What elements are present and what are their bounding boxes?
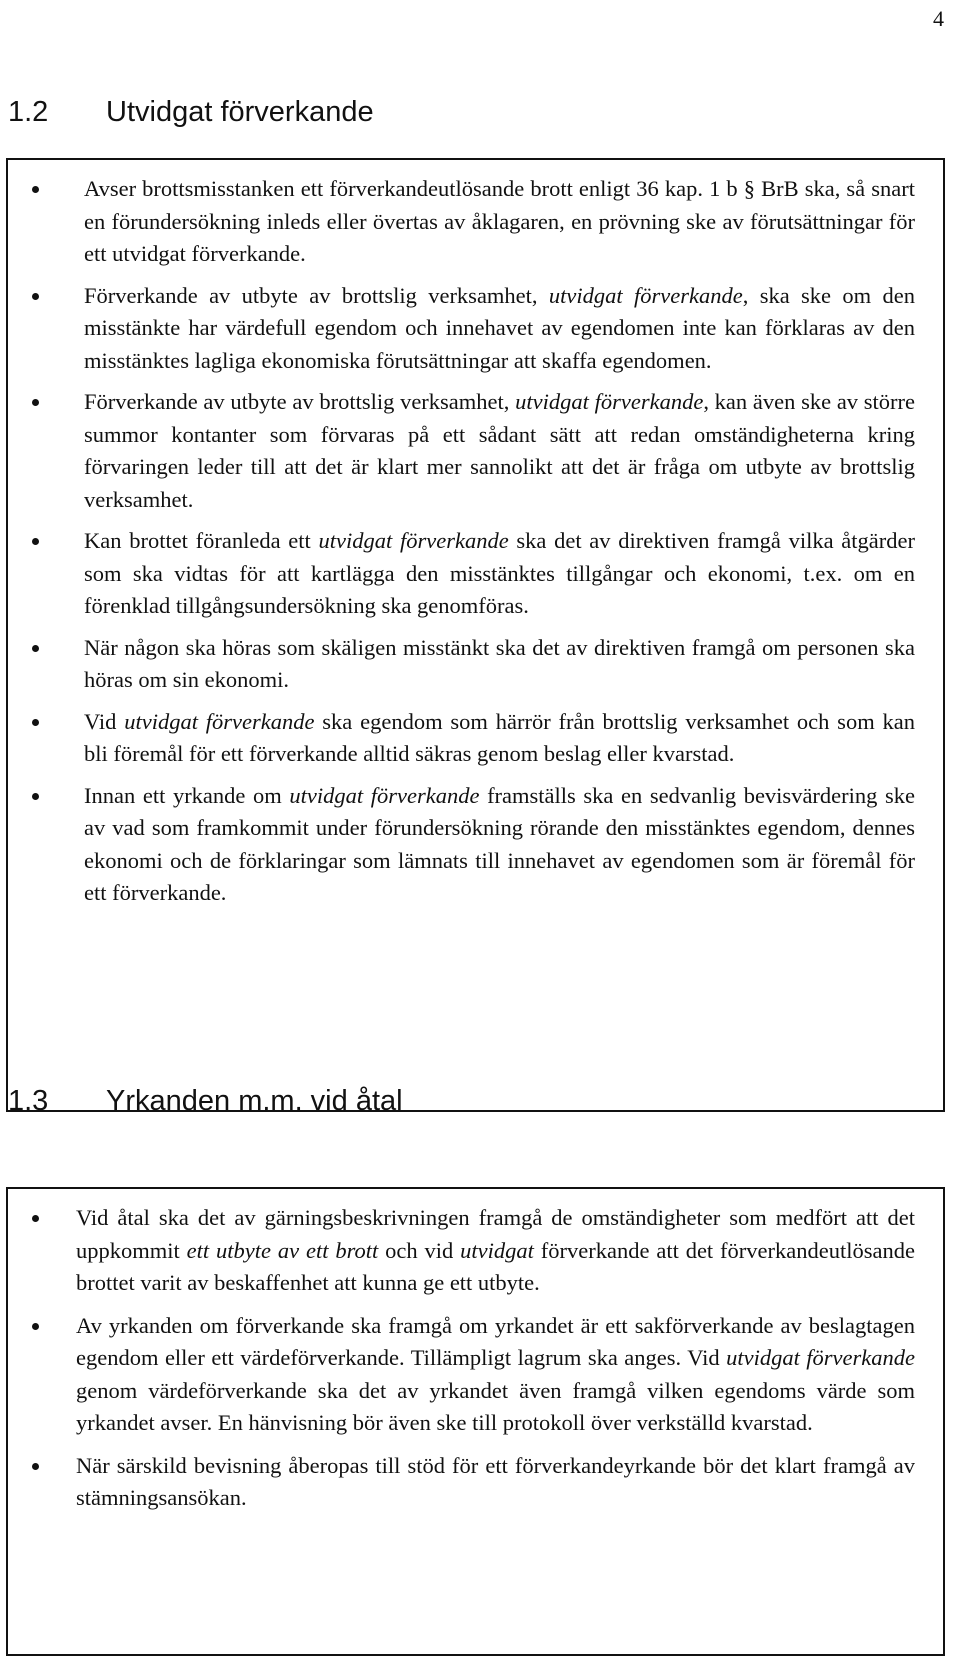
text-segment: Förverkande av utbyte av brottslig verksamhet,	[84, 282, 549, 308]
italic-term: ett utbyte av ett brott	[186, 1237, 379, 1263]
bullet-item	[8, 706, 943, 771]
text-segment: Vid åtal ska det av gärningsbeskrivningen framgå de omständigheter som medfört att det uppkommit	[76, 1205, 915, 1263]
text-segment: genom värdeförverkande ska det av yrkandet även framgå vilken egendoms värde som yrkandet avser. En hänvisning bör även ske till protokoll över verkställd kvarstad.	[76, 1377, 915, 1435]
bullet-list	[8, 1202, 943, 1515]
bullet-item	[8, 1450, 943, 1515]
bullet-dot-icon	[32, 793, 39, 800]
bullet-dot-icon	[32, 1215, 39, 1222]
guidance-box-utvidgat-forverkande	[6, 158, 945, 1112]
text-segment: När särskild bevisning åberopas till stöd för ett förverkandeyrkande bör det klart framgå av stämningsansökan.	[76, 1452, 915, 1510]
section-heading-yrkanden-vid-atal	[8, 1085, 403, 1118]
text-segment: Innan ett yrkande om	[84, 782, 290, 808]
text-segment: framställs ska en sedvanlig bevisvärdering ske av vad som framkommit under förundersökning rörande den misstänktes egendom, dennes ekonomi och de förklaringar som lämnats till innehavet av egendomen som är föremål för ett förverkande.	[84, 782, 916, 905]
bullet-list	[8, 173, 943, 910]
bullet-item	[8, 632, 943, 697]
section-title: Yrkanden m.m. vid åtal	[106, 1085, 403, 1117]
bullet-dot-icon	[32, 538, 39, 545]
bullet-item	[8, 1310, 943, 1440]
bullet-item	[8, 525, 943, 623]
section-number: 1.2	[8, 96, 49, 128]
page-number: 4	[933, 6, 944, 31]
text-segment: Förverkande av utbyte av brottslig verksamhet,	[84, 389, 516, 414]
bullet-item	[8, 386, 943, 516]
bullet-dot-icon	[32, 719, 39, 726]
bullet-dot-icon	[32, 1323, 39, 1330]
bullet-item	[8, 1202, 943, 1300]
bullet-item	[8, 780, 943, 910]
bullet-dot-icon	[32, 399, 39, 406]
text-segment: ska det av direktiven framgå vilka åtgärder som ska vidtas för att kartlägga den misstänktes tillgångar och ekonomi, t.ex. om en förenklad tillgångsundersökning ska genomföras.	[84, 528, 916, 618]
text-segment: , ska ske om den misstänkte har värdefull egendom och innehavet av egendomen inte kan förklaras av den misstänktes lagliga ekonomiska förutsättningar att skaffa egendomen.	[84, 282, 915, 373]
text-segment: och vid	[378, 1237, 461, 1263]
italic-term: utvidgat förverkande	[318, 528, 509, 553]
text-segment: Avser brottsmisstanken ett förverkandeutlösande brott enligt 36 kap. 1 b § BrB ska, så snart en förundersökning inleds eller övertas av åklagaren, en prövning ske av förutsättningar för ett utvidgat förverkande.	[84, 176, 915, 266]
guidance-box-yrkanden-vid-atal	[6, 1187, 945, 1656]
bullet-dot-icon	[32, 186, 39, 193]
text-segment: ska egendom som härrör från brottslig verksamhet och som kan bli föremål för ett förverkande alltid säkras genom beslag eller kvarstad.	[84, 708, 915, 766]
text-segment: , kan även ske av större summor kontanter som förvaras på ett sådant sätt att redan omständigheterna kring förvaringen leder till att det är klart mer sannolikt att det är fråga om utbyte av brottslig verksamhet.	[84, 389, 916, 512]
bullet-item	[8, 280, 943, 378]
text-segment: Vid	[84, 708, 125, 734]
bullet-dot-icon	[32, 1463, 39, 1470]
section-heading-utvidgat-forverkande	[8, 96, 374, 129]
italic-term: utvidgat förverkande	[515, 389, 704, 414]
italic-term: utvidgat förverkande	[289, 782, 480, 808]
bullet-dot-icon	[32, 645, 39, 652]
section-number: 1.3	[8, 1085, 49, 1117]
text-segment: förverkande att det förverkandeutlösande brottet varit av beskaffenhet att kunna ge ett utbyte.	[76, 1237, 915, 1295]
bullet-dot-icon	[32, 293, 39, 300]
text-segment: Av yrkanden om förverkande ska framgå om yrkandet är ett sakförverkande av beslagtagen egendom eller ett värdeförverkande. Tillämpligt lagrum ska anges. Vid	[76, 1312, 915, 1370]
bullet-item	[8, 173, 943, 271]
italic-term: utvidgat förverkande	[548, 282, 743, 308]
text-segment: Kan brottet föranleda ett	[84, 528, 319, 553]
italic-term: utvidgat	[460, 1237, 534, 1263]
text-segment: När någon ska höras som skäligen misstänkt ska det av direktiven framgå om personen ska höras om sin ekonomi.	[84, 634, 915, 692]
italic-term: utvidgat förverkande	[726, 1345, 916, 1370]
section-title: Utvidgat förverkande	[106, 96, 374, 128]
italic-term: utvidgat förverkande	[124, 708, 315, 734]
